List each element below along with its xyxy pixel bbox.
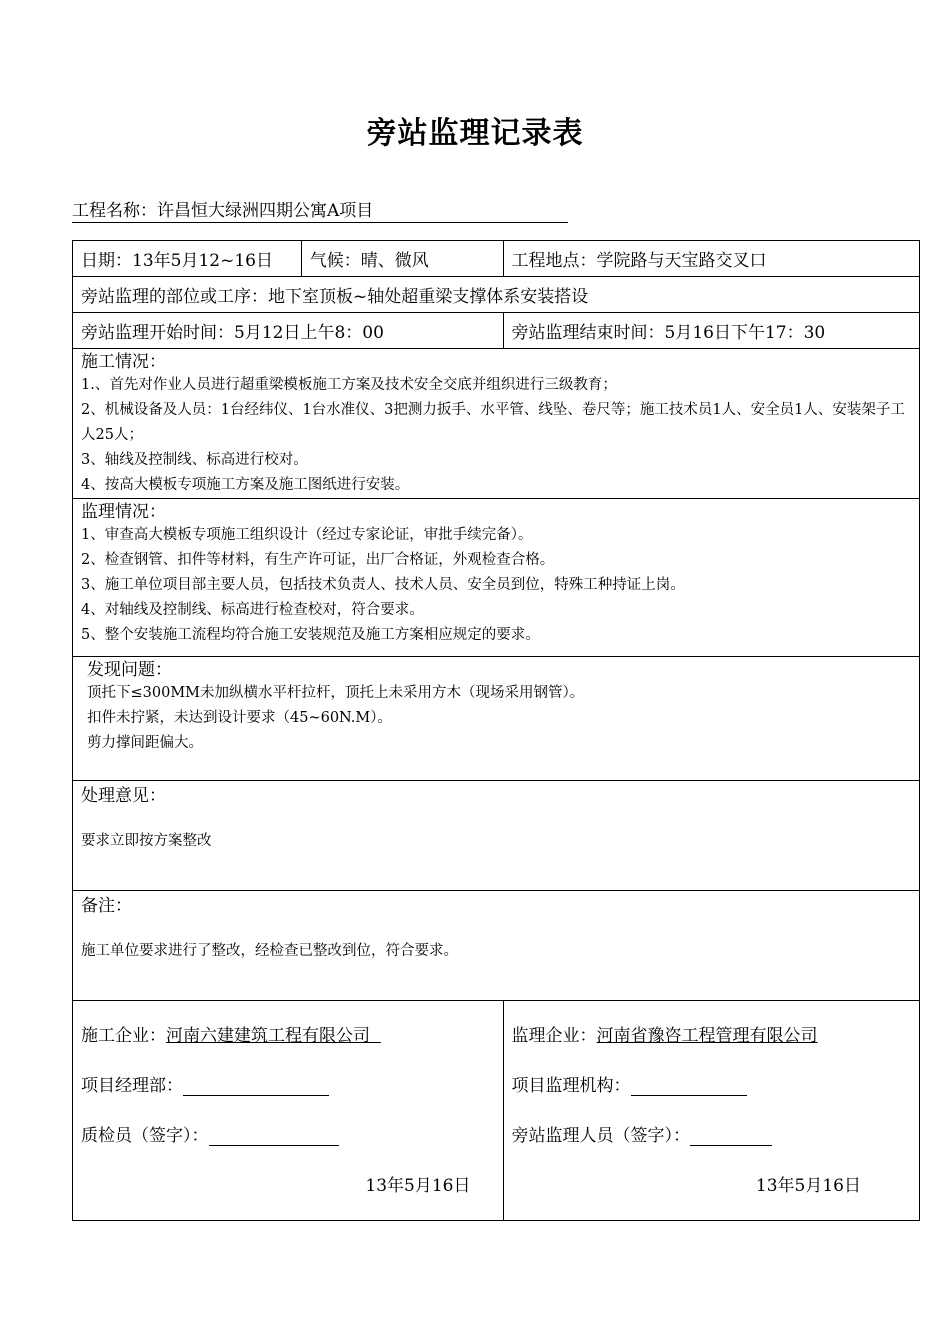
issue-line: 顶托下≤300MM未加纵横水平杆拉杆，顶托上未采用方木（现场采用钢管）。 — [87, 685, 585, 701]
issues-section — [73, 657, 920, 781]
weather-cell: 气候：晴、微风 — [301, 241, 503, 277]
supervision-line: 4、对轴线及控制线、标高进行检查校对，符合要求。 — [81, 602, 424, 618]
construction-heading: 施工情况： — [81, 352, 166, 372]
supervision-org-field: 项目监理机构： — [512, 1061, 912, 1111]
supervision-line: 5、整个安装施工流程均符合施工安装规范及施工方案相应规定的要求。 — [81, 627, 540, 643]
opinion-section — [73, 781, 920, 891]
record-table — [72, 240, 920, 1221]
contractor-sign-date: 13年5月16日 — [365, 1176, 471, 1196]
project-manager-field: 项目经理部： — [81, 1061, 495, 1111]
opinion-heading: 处理意见： — [81, 786, 166, 806]
supervisor-field: 旁站监理人员（签字）： — [512, 1111, 912, 1161]
construction-line: 1.、首先对作业人员进行超重梁模板施工方案及技术安全交底并组织进行三级教育； — [81, 377, 617, 393]
manager-signature-line[interactable] — [183, 1077, 329, 1096]
end-time-cell: 旁站监理结束时间：5月16日下午17：30 — [503, 313, 920, 349]
issues-heading: 发现问题： — [87, 660, 172, 680]
date-cell: 日期：13年5月12~16日 — [73, 241, 302, 277]
construction-section — [73, 349, 920, 499]
supervision-line: 2、检查钢管、扣件等材料，有生产许可证，出厂合格证，外观检查合格。 — [81, 552, 555, 568]
supervision-line: 3、施工单位项目部主要人员，包括技术负责人、技术人员、安全员到位，特殊工种持证上岗。 — [81, 577, 685, 593]
supervisor-sign-date: 13年5月16日 — [755, 1176, 861, 1196]
supervisor-signature-line[interactable] — [690, 1127, 772, 1146]
opinion-text: 要求立即按方案整改 — [81, 833, 212, 849]
start-time-cell: 旁站监理开始时间：5月12日上午8：00 — [73, 313, 504, 349]
contractor-company: 施工企业：河南六建建筑工程有限公司 — [81, 1026, 370, 1046]
inspector-field: 质检员（签字）： — [81, 1111, 495, 1161]
supervisor-sign-section — [503, 1001, 920, 1221]
construction-line: 2、机械设备及人员：1台经纬仪、1台水准仪、3把测力扳手、水平管、线坠、卷尺等；施工技术员1人、安全员1人、安装架子工人25人； — [81, 402, 905, 443]
issue-line: 剪力撑间距偏大。 — [87, 735, 203, 751]
supervision-section — [73, 499, 920, 657]
supervision-heading: 监理情况： — [81, 502, 166, 522]
issue-line: 扣件未拧紧，未达到设计要求（45~60N.M）。 — [87, 710, 393, 726]
document-title: 旁站监理记录表 — [366, 116, 584, 151]
construction-line: 4、按高大模板专项施工方案及施工图纸进行安装。 — [81, 477, 410, 493]
construction-line: 3、轴线及控制线、标高进行校对。 — [81, 452, 308, 468]
part-cell: 旁站监理的部位或工序：地下室顶板~轴处超重梁支撑体系安装搭设 — [73, 277, 920, 313]
contractor-sign-section — [73, 1001, 504, 1221]
remarks-heading: 备注： — [81, 896, 132, 916]
inspector-signature-line[interactable] — [209, 1127, 339, 1146]
org-signature-line[interactable] — [631, 1077, 747, 1096]
remarks-text: 施工单位要求进行了整改，经检查已整改到位，符合要求。 — [81, 943, 458, 959]
remarks-section — [73, 891, 920, 1001]
project-name: 工程名称：许昌恒大绿洲四期公寓A项目 — [72, 196, 568, 223]
location-cell: 工程地点：学院路与天宝路交叉口 — [503, 241, 920, 277]
supervision-line: 1、审查高大模板专项施工组织设计（经过专家论证，审批手续完备）。 — [81, 527, 533, 543]
supervisor-company: 监理企业：河南省豫咨工程管理有限公司 — [511, 1026, 818, 1046]
